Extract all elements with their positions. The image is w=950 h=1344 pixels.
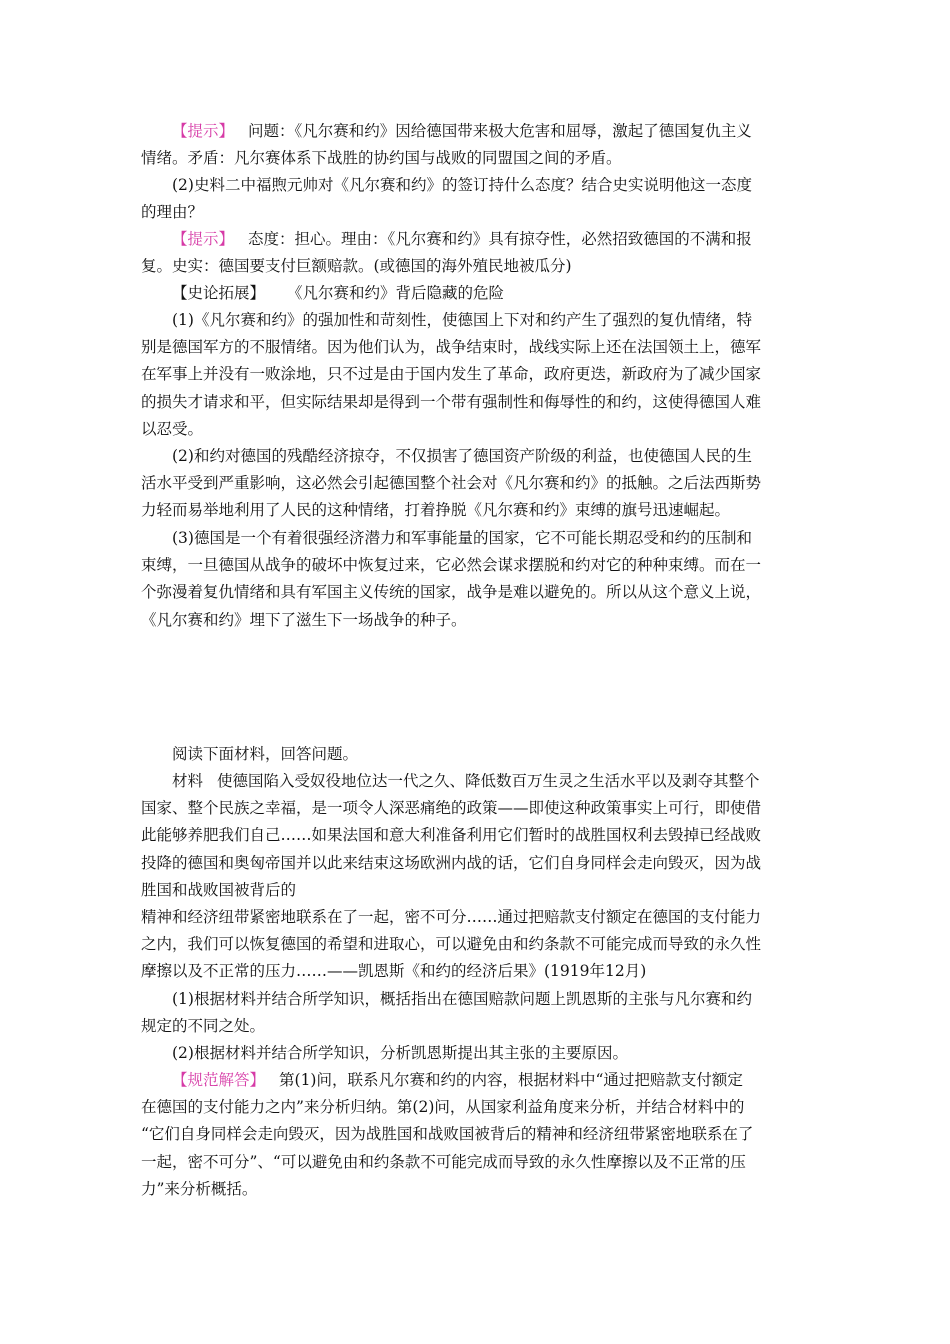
exercise-intro: 阅读下面材料，回答问题。 xyxy=(172,745,359,763)
extension-label: 【史论拓展】 xyxy=(172,284,266,302)
standard-answer: 【规范解答】 第(1)问，联系凡尔赛和约的内容，根据材料中“通过把赔款支付额定 在德国的支付能力之内”来分析归纳。第(2)问，从国家利益角度来分析，并结合材料中的 “它们自身同样会走向毁灭，因为战胜国和战败国被背后的精神和经济纽带紧密地联系在了 一起，密不可分”、“可以避免由和约条款不可能完成而导致的永久性摩擦以及不正常的压 力”来分析概括。 xyxy=(141,1071,754,1198)
answer-label: 【规范解答】 xyxy=(172,1071,266,1089)
extension-point-3: (3)德国是一个有着很强经济潜力和军事能量的国家，它不可能长期忍受和约的压制和 束缚，一旦德国从战争的破坏中恢复过来，它必然会谋求摆脱和约对它的种种束缚。而在一 个弥漫着复仇情绪和具有军国主义传统的国家，战争是难以避免的。所以从这个意义上说， 《凡尔赛和约》埋下了滋生下一场战争的种子。 xyxy=(141,529,762,629)
extension-point-1: (1)《凡尔赛和约》的强加性和苛刻性，使德国上下对和约产生了强烈的复仇情绪，特 别是德国军方的不服情绪。因为他们认为，战争结束时，战线实际上还在法国领土上，德军 在军事上并没有一败涂地，只不过是由于国内发生了革命，政府更迭，新政府为了减少国家 的损失才请求和平，但实际结果却是得到一个带有强制性和侮辱性的和约，这使得德国人难 以忍受。 xyxy=(141,311,762,438)
material-passage: 材料 使德国陷入受奴役地位达一代之久、降低数百万生灵之生活水平以及剥夺其整个 国家、整个民族之幸福，是一项令人深恶痛绝的政策——即使这种政策事实上可行，即使借 此能够养肥我们自己……如果法国和意大利准备利用它们暂时的战胜国权利去毁掉已经战败 投降的德国和奥匈帝国并以此来结束这场欧洲内战的话，它们自身同样会走向毁灭，因为战 胜国和战败国被背后的 精神和经济纽带紧密地联系在了一起，密不可分……通过把赔款支付额定在德国的支付能力 之内，我们可以恢复德国的希望和进取心，可以避免由和约条款不可能完成而导致的永久性 摩擦以及不正常的压力……——凯恩斯《和约的经济后果》(1919年12月) xyxy=(141,772,762,981)
extension-point-2: (2)和约对德国的残酷经济掠夺，不仅损害了德国资产阶级的利益，也使德国人民的生 活水平受到严重影响，这必然会引起德国整个社会对《凡尔赛和约》的抵触。之后法西斯势 力轻而易举地利用了人民的这种情绪，打着挣脱《凡尔赛和约》束缚的旗号迅速崛起。 xyxy=(141,447,762,520)
hint-label: 【提示】 xyxy=(172,230,235,248)
extension-title: 《凡尔赛和约》背后隐藏的危险 xyxy=(287,284,505,302)
question-2: (2)史料二中福煦元帅对《凡尔赛和约》的签订持什么态度？结合史实说明他这一态度 的理由？ xyxy=(141,176,752,222)
exercise-question-2: (2)根据材料并结合所学知识，分析凯恩斯提出其主张的主要原因。 xyxy=(172,1044,628,1062)
hint-paragraph-1: 【提示】 问题：《凡尔赛和约》因给德国带来极大危害和屈辱，激起了德国复仇主义 情绪。矛盾：凡尔赛体系下战胜的协约国与战败的同盟国之间的矛盾。 xyxy=(141,122,752,168)
hint-paragraph-2: 【提示】 态度：担心。理由：《凡尔赛和约》具有掠夺性，必然招致德国的不满和报 复。史实：德国要支付巨额赔款。(或德国的海外殖民地被瓜分) xyxy=(141,230,752,276)
exercise-question-1: (1)根据材料并结合所学知识，概括指出在德国赔款问题上凯恩斯的主张与凡尔赛和约 规定的不同之处。 xyxy=(141,990,752,1036)
extension-heading xyxy=(141,280,821,307)
material-label: 材料 xyxy=(172,772,204,790)
hint-label: 【提示】 xyxy=(172,122,235,140)
